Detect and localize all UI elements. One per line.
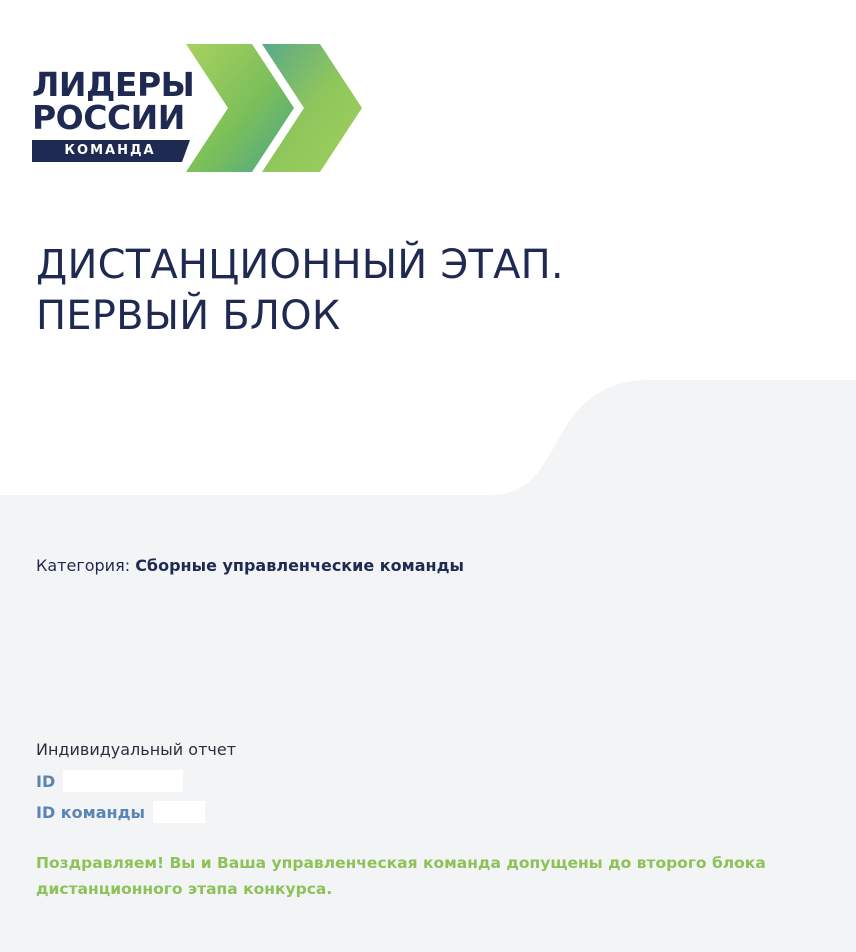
participant-id-label: ID — [36, 771, 56, 791]
team-id-label: ID команды — [36, 802, 145, 822]
page-title-line1: ДИСТАНЦИОННЫЙ ЭТАП. — [36, 242, 564, 288]
team-id-row — [36, 801, 205, 823]
congratulations-message: Поздравляем! Вы и Ваша управленческая команда допущены до второго блока дистанционного этапа конкурса. — [36, 854, 766, 898]
logo-text-line2: РОССИИ — [32, 98, 185, 137]
page-title-line2: ПЕРВЫЙ БЛОК — [36, 293, 341, 339]
redacted-participant-id — [63, 770, 183, 792]
report-label: Индивидуальный отчет — [36, 740, 237, 759]
category-value: Сборные управленческие команды — [135, 556, 464, 575]
redacted-team-id — [153, 801, 205, 823]
category-line — [36, 556, 464, 575]
participant-id-row — [36, 770, 183, 792]
logo-text-line1: ЛИДЕРЫ — [32, 65, 195, 104]
page-title — [36, 240, 564, 342]
category-label: Категория: — [36, 556, 131, 575]
lidery-rossii-logo — [30, 44, 370, 172]
logo-badge-text: КОМАНДА — [64, 143, 156, 158]
